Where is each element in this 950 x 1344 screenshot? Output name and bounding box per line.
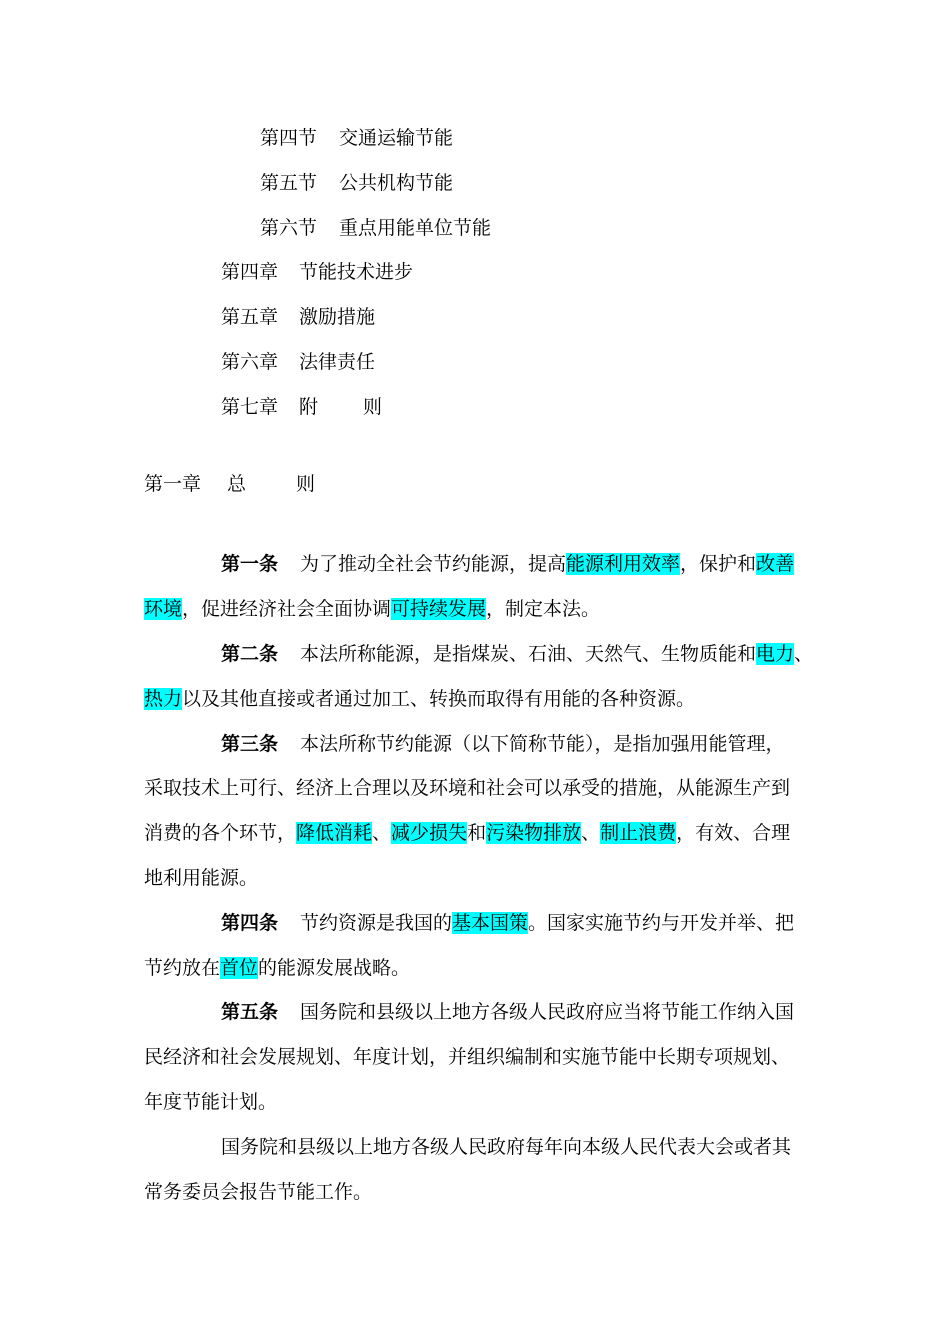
text-run: 常务委员会报告节能工作。	[144, 1181, 373, 1203]
text-run: 民经济和社会发展规划、年度计划，并组织编制和实施节能中长期专项规划、	[144, 1046, 791, 1068]
text-run: 本法所称节约能源（以下简称节能），是指加强用能管理，	[300, 733, 785, 755]
highlighted-term: 电力	[756, 643, 795, 665]
toc-chapter-6	[221, 349, 375, 375]
article-label: 第一条	[221, 553, 279, 575]
article-4-line-2	[144, 955, 410, 981]
toc-section-title: 公共机构节能	[339, 172, 454, 194]
text-run: 本法所称能源，是指煤炭、石油、天然气、生物质能和	[300, 643, 757, 665]
text-run: ，促进经济社会全面协调	[182, 598, 392, 620]
toc-section-number: 第四节	[260, 127, 318, 149]
highlighted-term: 首位	[220, 957, 259, 979]
highlighted-term: 制止浪费	[600, 822, 677, 844]
text-run: ，制定本法。	[486, 598, 601, 620]
chapter-title-b: 则	[296, 473, 316, 495]
toc-chapter-4	[221, 259, 413, 285]
highlighted-term: 热力	[144, 688, 183, 710]
article-label: 第三条	[221, 733, 279, 755]
article-3-line-1	[221, 731, 785, 757]
text-run: 、	[794, 643, 814, 665]
article-3-line-2	[144, 775, 790, 801]
article-label: 第四条	[221, 912, 279, 934]
article-1-line-1	[221, 551, 794, 577]
toc-chapter-title: 法律责任	[299, 351, 376, 373]
text-run: 。国家实施节约与开发并举、把	[528, 912, 795, 934]
text-run: 国务院和县级以上地方各级人民政府应当将节能工作纳入国	[300, 1001, 795, 1023]
highlighted-term: 可持续发展	[391, 598, 487, 620]
toc-chapter-number: 第七章	[221, 396, 279, 418]
highlighted-term: 降低消耗	[296, 822, 373, 844]
article-5-line-1	[221, 999, 794, 1025]
toc-chapter-title-a: 附	[299, 396, 319, 418]
text-run: 、	[581, 822, 601, 844]
chapter-title-a: 总	[227, 473, 247, 495]
highlighted-term: 基本国策	[452, 912, 529, 934]
toc-chapter-5	[221, 304, 375, 330]
article-3-line-4	[144, 865, 258, 891]
toc-chapter-number: 第五章	[221, 306, 279, 328]
article-label: 第五条	[221, 1001, 279, 1023]
highlighted-term: 环境	[144, 598, 183, 620]
text-run: ，保护和	[680, 553, 757, 575]
text-run: ，有效、合理	[676, 822, 791, 844]
highlighted-term: 污染物排放	[486, 822, 582, 844]
article-3-line-3	[144, 820, 790, 846]
toc-chapter-7	[221, 394, 382, 420]
toc-section-4	[260, 125, 453, 151]
toc-chapter-number: 第六章	[221, 351, 279, 373]
text-run: 和	[467, 822, 487, 844]
text-run: 节约放在	[144, 957, 221, 979]
article-label: 第二条	[221, 643, 279, 665]
toc-section-6	[260, 215, 491, 241]
highlighted-term: 减少损失	[391, 822, 468, 844]
article-5-para-2-line-1	[221, 1134, 791, 1160]
highlighted-term: 能源利用效率	[566, 553, 681, 575]
toc-chapter-title: 激励措施	[299, 306, 376, 328]
text-run: 的能源发展战略。	[258, 957, 411, 979]
text-run: 消费的各个环节，	[144, 822, 297, 844]
article-2-line-1	[221, 641, 813, 667]
toc-section-5	[260, 170, 453, 196]
text-run: 国务院和县级以上地方各级人民政府每年向本级人民代表大会或者其	[221, 1136, 792, 1158]
toc-chapter-number: 第四章	[221, 261, 279, 283]
text-run: 节约资源是我国的	[300, 912, 453, 934]
text-run: 、	[372, 822, 392, 844]
article-1-line-2	[144, 596, 600, 622]
toc-chapter-title: 节能技术进步	[299, 261, 414, 283]
article-5-line-2	[144, 1044, 790, 1070]
text-run: 地利用能源。	[144, 867, 259, 889]
chapter-heading	[144, 471, 315, 497]
text-run: 年度节能计划。	[144, 1091, 278, 1113]
toc-section-number: 第五节	[260, 172, 318, 194]
highlighted-term: 改善	[756, 553, 795, 575]
article-4-line-1	[221, 910, 794, 936]
text-run: 采取技术上可行、经济上合理以及环境和社会可以承受的措施，从能源生产到	[144, 777, 791, 799]
toc-section-title: 重点用能单位节能	[339, 217, 492, 239]
article-5-para-2-line-2	[144, 1179, 372, 1205]
chapter-number: 第一章	[144, 473, 202, 495]
toc-section-number: 第六节	[260, 217, 318, 239]
toc-section-title: 交通运输节能	[339, 127, 454, 149]
article-5-line-3	[144, 1089, 277, 1115]
text-run: 以及其他直接或者通过加工、转换而取得有用能的各种资源。	[182, 688, 696, 710]
text-run: 为了推动全社会节约能源，提高	[300, 553, 567, 575]
toc-chapter-title-b: 则	[363, 396, 383, 418]
article-2-line-2	[144, 686, 695, 712]
